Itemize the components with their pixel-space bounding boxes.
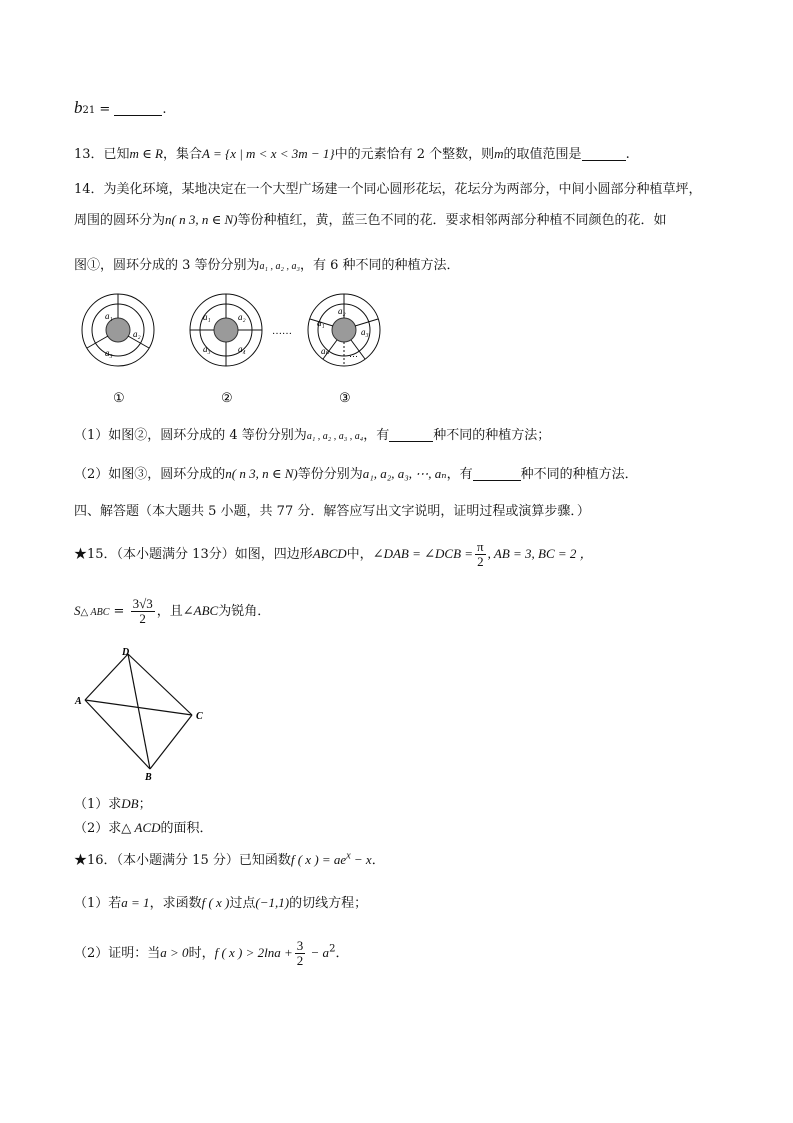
- q15-sub2-triangle: △ ACD: [121, 820, 161, 835]
- q16-sub2: [74, 939, 348, 968]
- q15-line2: [74, 597, 270, 626]
- q13-blank[interactable]: [582, 146, 626, 161]
- q12-answer-line: [74, 98, 167, 118]
- q14-sub2-text2: 等份分别为: [297, 467, 363, 482]
- fig1-sector-1: a₁: [105, 311, 113, 321]
- q12-blank[interactable]: [114, 101, 162, 116]
- q16-sub1-a: a = 1: [121, 895, 150, 910]
- q15-sub2: [74, 817, 213, 836]
- q15-text: ，且: [156, 604, 183, 619]
- ring-figure-1: [82, 294, 154, 405]
- q15-pi-over-2: $\frac{\pi}{2}$: [477, 539, 484, 569]
- fig2-sector-3: a₃: [203, 344, 211, 354]
- q13-number: 13．已知: [74, 147, 130, 162]
- point-C: C: [196, 711, 203, 722]
- q16-sub1: [74, 892, 367, 911]
- q13-text: ，集合: [163, 147, 203, 162]
- q15-sub2-text: （2）求: [74, 821, 122, 836]
- fig3-sector-n: aₙ: [321, 346, 330, 356]
- fig3-sector-2: a₂: [338, 306, 346, 316]
- q16-sub1-text4: 的切线方程；: [289, 896, 368, 911]
- q15-line1: [74, 540, 593, 569]
- q14-sub1-text2: ，有: [363, 428, 390, 443]
- q16-sub1-point: (−1,1): [255, 895, 290, 910]
- fig2-sector-2: a₂: [238, 312, 246, 322]
- q16-sub2-a: − a: [307, 945, 330, 960]
- q15-head: ★15．（本小题满分 13分）如图，四边形: [74, 547, 313, 562]
- q14-sub2: [74, 463, 638, 482]
- q14-text3: 图①，圆环分成的 3 等份分别为: [74, 258, 260, 273]
- q14-sub1-text: （1）如图②，圆环分成的 4 等份分别为: [74, 428, 307, 443]
- fig1-sector-3: a₃: [105, 348, 113, 358]
- q14-sectors: a₁ , a₂ , a₃: [259, 261, 300, 272]
- fig3-sector-3: a₃: [361, 327, 369, 337]
- point-B: B: [145, 772, 152, 783]
- q15-area-s: S: [74, 603, 81, 618]
- q16-sub1-text3: 过点: [229, 896, 256, 911]
- q16-sub2-cond: a > 0: [160, 945, 189, 960]
- q16-head: ★16．（本小题满分 15 分）已知函数: [74, 853, 291, 868]
- q14-ring-figures: [80, 292, 390, 410]
- q16-sup: x: [346, 850, 351, 862]
- q16-line1: [74, 849, 385, 868]
- q14-sub1: [74, 424, 550, 443]
- q13-text2: 中的元素恰有 2 个整数，则: [334, 147, 495, 162]
- q15-quadrilateral-figure: [72, 644, 222, 784]
- q15-text2: 为锐角．: [218, 604, 271, 619]
- q16-func2: − x: [350, 852, 372, 867]
- section-4-heading: 四、解答题（本大题共 5 小题，共 77 分．解答应写出文字说明，证明过程或演算步骤．）: [74, 504, 590, 519]
- q14-sub2-text: （2）如图③，圆环分成的: [74, 467, 226, 482]
- q16-frac-3-2: $\frac{3}{2}$: [296, 938, 304, 968]
- q14-sub2-n-cond: n( n 3, n ∈ N): [225, 466, 298, 481]
- q15-cond2: , AB = 3, BC = 2 ，: [487, 546, 593, 561]
- q15-angle: ∠ABC: [182, 603, 219, 618]
- q14-sub1-text3: 种不同的种植方法；: [433, 428, 551, 443]
- q15-sub1-db: DB: [121, 796, 139, 811]
- q16-sub2-sq: 2: [329, 943, 336, 955]
- fig-dots: ……: [272, 326, 292, 337]
- q14-sub1-sectors: a₁ , a₂ , a₃ , a₄: [306, 431, 364, 442]
- point-A: A: [75, 696, 82, 707]
- q12-eq: =: [95, 102, 115, 117]
- ring-figure-3: [308, 294, 380, 405]
- q13-text3: 的取值范围是: [503, 147, 582, 162]
- q14-text: 周围的圆环分为: [74, 213, 166, 228]
- fig2-sector-4: a₄: [238, 344, 246, 354]
- q14-sub2-text4: 种不同的种植方法．: [520, 467, 638, 482]
- q13-end: .: [625, 147, 630, 162]
- q14-n-cond: n( n 3, n ∈ N): [165, 212, 238, 227]
- q15-sub1-end: ；: [138, 797, 152, 812]
- q15-sub2-end: 的面积．: [160, 821, 213, 836]
- fig2-label: ②: [221, 390, 233, 405]
- q16-sub2-text2: 时，: [188, 946, 215, 961]
- q14-line1: 14．为美化环境，某地决定在一个大型广场建一个同心圆形花坛，花坛分为两部分，中间小圆部分种植草坪，: [74, 182, 702, 197]
- fig1-label: ①: [113, 390, 125, 405]
- q16-sub2-end: ．: [335, 946, 349, 961]
- q15-area-eq: =: [109, 604, 129, 619]
- fig1-sector-2: a₂: [133, 329, 141, 339]
- q14-sub2-blank[interactable]: [473, 466, 521, 481]
- fig3-sector-ellipsis: …: [349, 349, 358, 359]
- fig2-sector-1: a₁: [203, 312, 211, 322]
- q14-sub1-blank[interactable]: [389, 427, 433, 442]
- q13-condition: m ∈ R: [129, 146, 163, 161]
- q16-func: f ( x ) = ae: [290, 852, 347, 867]
- q12-sub: 21: [82, 105, 96, 116]
- q14-line3: [74, 254, 460, 273]
- q16-end: ．: [371, 853, 385, 868]
- q14-line2: [74, 209, 666, 228]
- q14-sub2-sectors: a₁, a₂, a₃, ⋯, aₙ: [362, 466, 447, 481]
- q15-sub1: [74, 793, 152, 812]
- q12-var: b: [74, 98, 83, 117]
- q16-sub1-fx: f ( x ): [201, 895, 230, 910]
- q16-sub1-text2: ，求函数: [149, 896, 202, 911]
- q16-sub2-text: （2）证明：当: [74, 946, 161, 961]
- q16-sub2-ineq: f ( x ) > 2lna +: [214, 945, 293, 960]
- q15-sub1-text: （1）求: [74, 797, 122, 812]
- fig3-label: ③: [339, 390, 351, 405]
- q15-cond1: ∠DAB = ∠DCB =: [372, 546, 474, 561]
- q12-end: .: [162, 102, 167, 117]
- q16-sub1-text: （1）若: [74, 896, 122, 911]
- q15-area-sub: △ ABC: [80, 607, 110, 618]
- ring-figure-2: [190, 294, 262, 405]
- q13-set: A = {x | m < x < 3m − 1}: [202, 146, 335, 161]
- q14-text2: 等份种植红，黄，蓝三色不同的花．要求相邻两部分种植不同颜色的花．如: [237, 213, 667, 228]
- point-D: D: [122, 647, 130, 658]
- q15-area-frac: $\frac{3√3}{2}$: [132, 596, 153, 626]
- q14-text4: ，有 6 种不同的种植方法．: [299, 258, 460, 273]
- fig3-sector-1: a₁: [317, 318, 325, 328]
- q14-sub2-text3: ，有: [446, 467, 473, 482]
- q15-mid: 中，: [346, 547, 373, 562]
- q13-line: [74, 143, 630, 162]
- q15-quad: ABCD: [312, 546, 347, 561]
- q13-var-m: m: [494, 146, 504, 161]
